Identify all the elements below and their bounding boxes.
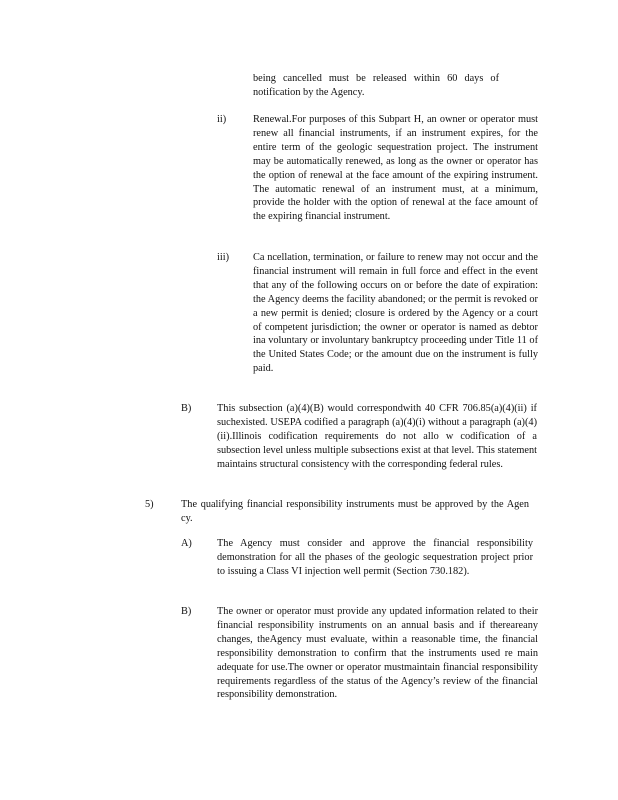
item-marker-a: A) xyxy=(181,538,192,549)
item-marker-ii: ii) xyxy=(217,114,227,125)
item-marker-iii: iii) xyxy=(217,252,230,263)
renewal-paragraph: Renewal.For purposes of this Subpart H, an owner or operator must renew all financial instruments, if an instrument expires, for the entire term of the geologic sequestration project. The instrument may be automatically renewed, as long as the owner or operator has the option of renewal at the face amount of the expiring instrument. The automatic renewal of an instrument must, at a minimum, provide the holder with the option of renewal at the face amount of the expiring financial instrument. xyxy=(253,114,538,223)
item-marker-5: 5) xyxy=(145,499,154,510)
cancellation-paragraph: Ca ncellation, termination, or failure to renew may not occur and the financial instrument will remain in full force and effect in the event that any of the following occurs on or before the date of expiration: the Agency deems the facility abandoned; or the permit is revoked or a new permit is denied; closure is ordered by the Agency or a court of competent jurisdiction; the owner or operator is named as debtor ina voluntary or involuntary bankruptcy proceeding under Title 11 of the United States Code; or the amount due on the instrument is fully paid. xyxy=(253,252,538,375)
subsection-note-paragraph: This subsection (a)(4)(B) would correspondwith 40 CFR 706.85(a)(4)(ii) if suchexisted. USEPA codified a paragraph (a)(4)(i) without a paragraph (a)(4)(ii).Illinois codification requirements do not allo w codification of a subsection level unless multiple subsections exist at that level. This statement maintains structural consistency with the corresponding federal rules. xyxy=(217,403,537,470)
continuation-paragraph: being cancelled must be released within 60 days of notification by the Agency. xyxy=(253,73,499,98)
item-marker-b-first: B) xyxy=(181,403,192,414)
agency-approval-paragraph: The Agency must consider and approve the financial responsibility demonstration for all the phases of the geologic sequestration project prior to issuing a Class VI injection well permit (Section 730.182). xyxy=(217,538,533,577)
annual-update-paragraph: The owner or operator must provide any updated information related to their financial responsibility instruments on an annual basis and if thereareany changes, theAgency must evaluate, within a reasonable time, the financial responsibility demonstration to confirm that the instruments used re main adequate for use.The owner or operator mustmaintain financial responsibility requirements regardless of the status of the Agency’s review of the financial responsibility demonstration. xyxy=(217,606,538,701)
item-marker-b-second: B) xyxy=(181,606,192,617)
approval-paragraph: The qualifying financial responsibility instruments must be approved by the Agen cy. xyxy=(181,499,529,524)
